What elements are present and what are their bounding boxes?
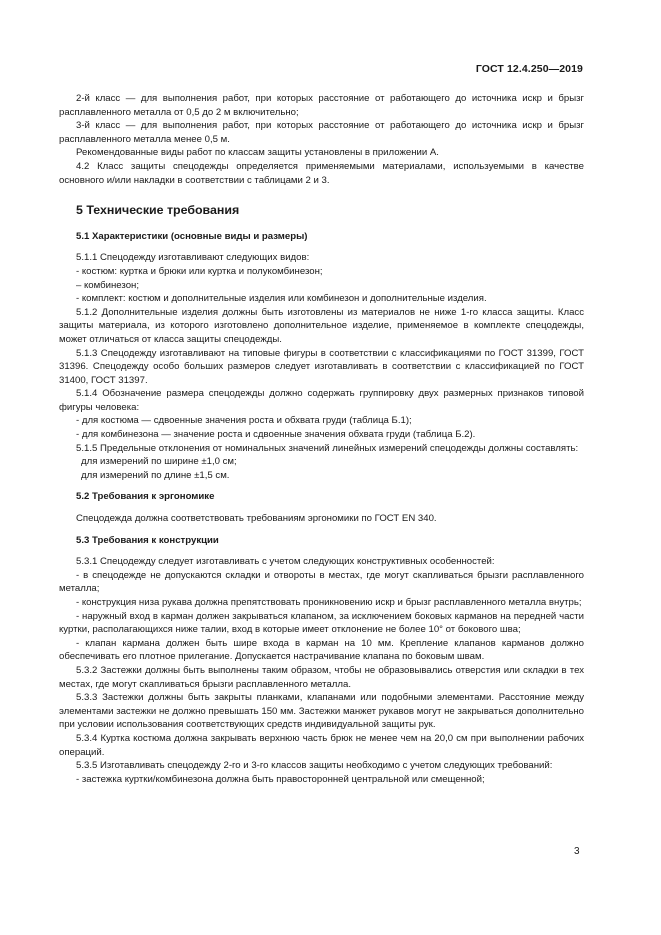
paragraph: 3-й класс — для выполнения работ, при которых расстояние от работающего до источника искр и брызг расплавленного металла менее 0,5 м. <box>59 120 584 145</box>
document-body <box>59 92 584 786</box>
list-item: - для костюма — сдвоенные значения роста и обхвата груди (таблица Б.1); <box>76 415 412 427</box>
list-item: - комплект: костюм и дополнительные изделия или комбинезон и дополнительные изделия. <box>76 293 487 305</box>
paragraph: 5.1.3 Спецодежду изготавливают на типовые фигуры в соответствии с классификациями по ГОСТ 31399, ГОСТ 31396. Спецодежду особо больших размеров следует изготавливать в соответствии с классификацией по ГОСТ 31400, ГОСТ 31397. <box>59 347 584 386</box>
page-number: 3 <box>574 846 580 857</box>
list-item: - костюм: куртка и брюки или куртка и полукомбинезон; <box>76 265 323 277</box>
paragraph: 5.3.2 Застежки должны быть выполнены таким образом, чтобы не образовывались отверстия или складки в тех местах, где могут скапливаться брызги расплавленного металла. <box>59 664 584 690</box>
paragraph: 2-й класс — для выполнения работ, при которых расстояние от работающего до источника искр и брызг расплавленного металла от 0,5 до 2 м включительно; <box>59 93 584 118</box>
list-item: - наружный вход в карман должен закрываться клапаном, за исключением боковых карманов на передней части куртки, располагающихся ниже талии, вход в которые имеет отклонение не более 10° от бокового шва; <box>59 610 584 636</box>
section-heading: 5 Технические требования <box>76 203 240 218</box>
list-item: - клапан кармана должен быть шире входа в карман на 10 мм. Крепление клапанов карманов должно обеспечивать его плотное прилегание. Допускается настрачивание клапана по боковым швам. <box>59 637 584 663</box>
paragraph: Рекомендованные виды работ по классам защиты установлены в приложении А. <box>76 147 439 159</box>
subsection-heading: 5.1 Характеристики (основные виды и размеры) <box>76 230 308 242</box>
paragraph: 5.3.3 Застежки должны быть закрыты планками, клапанами или подобными элементами. Расстояние между элементами застежки не должно превышать 150 мм. Застежки манжет рукавов могут не закрываться дополнительно при условии использования соответствующих средств индивидуальной защиты рук. <box>59 692 584 731</box>
subsection-heading: 5.2 Требования к эргономике <box>76 491 215 503</box>
list-item: для измерений по ширине ±1,0 см; <box>81 456 237 468</box>
paragraph: 5.3.1 Спецодежду следует изготавливать с учетом следующих конструктивных особенностей: <box>76 556 495 568</box>
list-item: - для комбинезона — значение роста и сдвоенные значения обхвата груди (таблица Б.2). <box>76 429 476 441</box>
document-header: ГОСТ 12.4.250—2019 <box>475 63 583 75</box>
list-item: - конструкция низа рукава должна препятствовать проникновению искр и брызг расплавленного металла внутрь; <box>76 597 582 608</box>
paragraph: 4.2 Класс защиты спецодежды определяется применяемыми материалами, используемыми в качестве основного и/или накладки в соответствии с таблицами 2 и 3. <box>59 160 584 186</box>
paragraph: 5.1.4 Обозначение размера спецодежды должно содержать группировку двух размерных признаков типовой фигуры человека: <box>59 388 584 413</box>
list-item: – комбинезон; <box>76 279 139 291</box>
paragraph: 5.1.1 Спецодежду изготавливают следующих видов: <box>76 252 310 264</box>
list-item: - застежка куртки/комбинезона должна быть правосторонней центральной или смещенной; <box>76 773 485 785</box>
subsection-heading: 5.3 Требования к конструкции <box>76 534 219 546</box>
paragraph: 5.1.2 Дополнительные изделия должны быть изготовлены из материалов не ниже 1-го класса защиты. Класс защиты материала, из которого изготовлено дополнительное изделие, применяемое в комплекте спецодежды, может отличаться от класса защиты спецодежды. <box>59 306 584 345</box>
paragraph: 5.3.4 Куртка костюма должна закрывать верхнюю часть брюк не менее чем на 20,0 см при выполнении рабочих операций. <box>59 732 584 758</box>
paragraph: 5.1.5 Предельные отклонения от номинальных значений линейных измерений спецодежды должны составлять: <box>76 442 579 454</box>
list-item: для измерений по длине ±1,5 см. <box>81 469 230 481</box>
paragraph: Спецодежда должна соответствовать требованиям эргономики по ГОСТ EN 340. <box>76 513 437 525</box>
list-item: - в спецодежде не допускаются складки и отвороты в местах, где могут скапливаться брызги расплавленного металла; <box>59 569 584 595</box>
paragraph: 5.3.5 Изготавливать спецодежду 2-го и 3-го классов защиты необходимо с учетом следующих требований: <box>76 760 553 772</box>
